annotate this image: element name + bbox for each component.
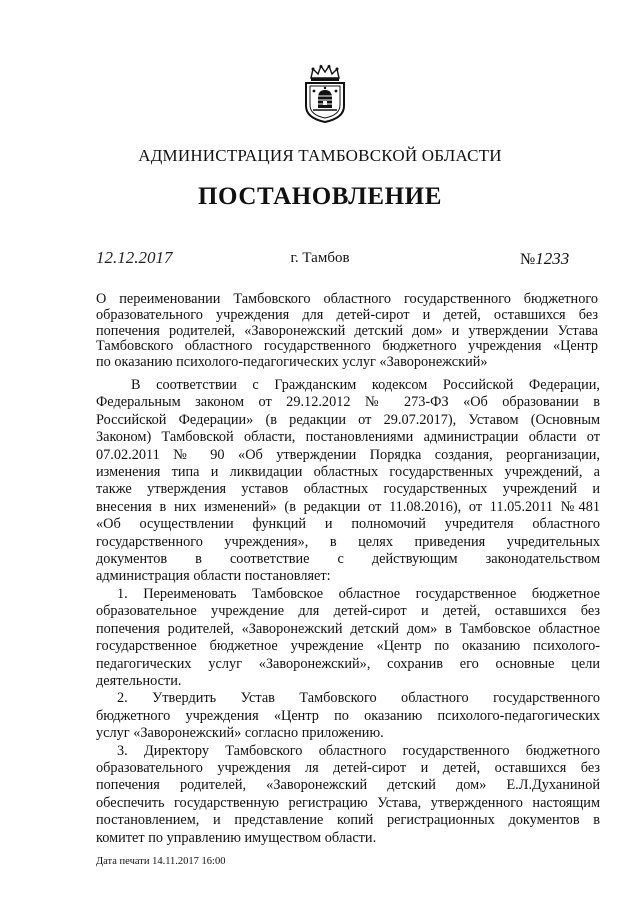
body-line: также утверждения уставов областных государственных учреждений и [96,481,600,498]
body-line: «Об осуществлении функций и полномочий учредителя областного [96,516,600,533]
document-date: 12.12.2017 [96,248,173,267]
print-date: Дата печати 14.11.2017 16:00 [96,856,226,867]
body-line: Российской Федерации» (в редакции от 29.07.2017), Уставом (Основным [96,411,600,428]
number-value: 1233 [535,249,570,268]
body-line: 3. Директору Тамбовского областного государственного бюджетного [117,742,600,759]
document-title [96,292,598,371]
body-line: попечения родителей, «Заворонежский детский дом» в Тамбовское областное [96,620,600,637]
body-line: попечения родителей, «Заворонежский детский дом» Е.Л.Духаниной [96,777,600,794]
body-line: 07.02.2011 № 90 «Об утверждении Порядка создания, реорганизации, [96,446,600,463]
body-line: государственного учреждения», в целях приведения учредительных [96,533,600,550]
body-line: образовательного учреждения ля детей-сирот и детей, оставшихся без [96,759,600,776]
title-line: О переименовании Тамбовского областного государственного бюджетного [96,291,598,307]
title-line: по оказанию психолого-педагогических услуг «Заворонежский» [96,354,488,371]
body-line: 2. Утвердить Устав Тамбовского областного государственного [117,690,600,707]
document-type: ПОСТАНОВЛЕНИЕ [197,183,443,210]
title-line: попечения родителей, «Заворонежский детский дом» и утверждении Устава [96,322,598,339]
body-line: администрация области постановляет: [96,568,331,585]
body-line: В соответствии с Гражданским кодексом Российской Федерации, [131,377,600,393]
document-number [520,249,569,269]
document-body [96,377,600,847]
body-line: комитет по управлению имуществом области. [96,829,377,846]
body-line: бюджетного учреждения «Центр по оказанию психолого-педагогических [96,707,600,724]
body-line: 1. Переименовать Тамбовское областное государственное бюджетное [117,585,600,602]
body-line: обеспечить государственную регистрацию Устава, утвержденного настоящим [96,794,600,811]
body-line: деятельности. [96,672,182,689]
title-line: Тамбовского областного государственного бюджетного учреждения «Центр [96,338,598,355]
body-line: Законом) Тамбовской области, постановлениями администрации области от [96,429,600,446]
body-line: постановлением, и представление копий регистрационных документов в [96,812,600,829]
tambov-coat-of-arms-icon [303,64,347,124]
body-line: образовательное учреждение для детей-сирот и детей, оставшихся без [96,603,600,620]
document-city: г. Тамбов [290,250,350,266]
body-line: документов в соответствие с действующим законодательством [96,551,600,568]
title-line: образовательного учреждения для детей-сирот и детей, оставшихся без [96,306,598,323]
body-line: внесения в них изменений» (в редакции от 11.08.2016), от 11.05.2011 №481 [96,498,600,515]
number-prefix: № [520,251,536,268]
body-line: педагогических услуг «Заворонежский», сохранив его основные цели [96,655,600,672]
organization-name: АДМИНИСТРАЦИЯ ТАМБОВСКОЙ ОБЛАСТИ [138,146,502,165]
body-line: услуг «Заворонежский» согласно приложению. [96,725,384,742]
body-line: изменения типа и ликвидации областных государственных учреждений, а [96,464,600,481]
body-line: Федеральным законом от 29.12.2012 № 273-ФЗ «Об образовании в [96,394,600,411]
body-line: государственное бюджетное учреждение «Центр по оказанию психолого- [96,638,600,655]
